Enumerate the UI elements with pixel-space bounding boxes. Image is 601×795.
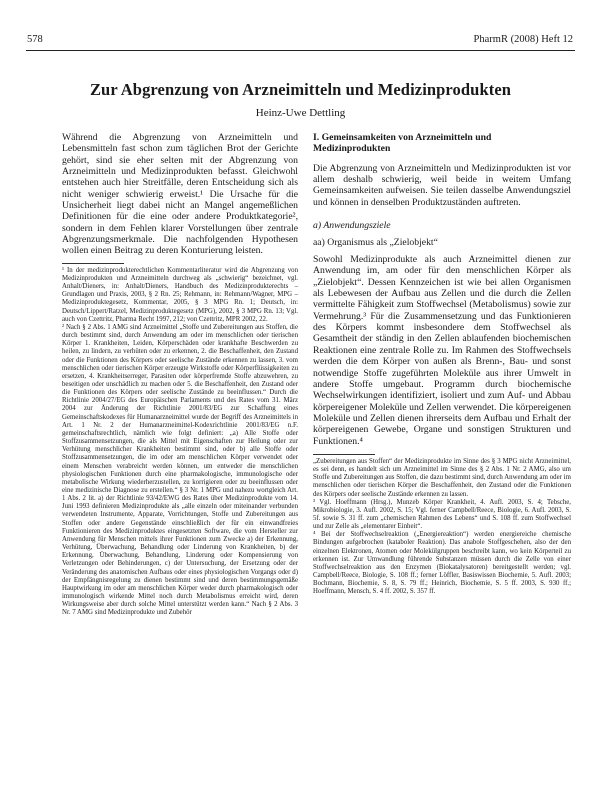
body-paragraph: Sowohl Medizinprodukte als auch Arzneimittel dienen zur Anwendung im, am oder für den menschlichen Körper als „Zielobjekt“. Dessen Kennzeichen ist wie bei allen Organismen als Lebewesen der Aufbau aus Zellen und die durch die Zellen vermittelte Fähigkeit zum Stoffwechsel (Metabolismus) sowie zur Vermehrung.³ Für die Zusammensetzung und das Funktionieren des Körpers kommt insbesondere dem Stoffwechsel als Gesamtheit der ständig in den Zellen ablaufenden biochemischen Reaktionen eine zentrale Rolle zu. Im Rahmen des Stoffwechsels werden die dem Körper von außen als Brenn-, Bau- und sonst notwendige Stoffe zugeführten Moleküle aus ihrer Umwelt in andere Stoffe umgebaut. Programm durch biochemische Wechselwirkungen identifiziert, isoliert und zum Auf- und Abbau körpereigener Moleküle und Zellen verwendet. Die körpereigenen Moleküle und Zellen dienen ihrerseits dem Aufbau und Erhalt der körpereigenen Gewebe, Organe und sonstigen Strukturen und Funktionen.⁴	[313, 254, 571, 447]
article-title: Zur Abgrenzung von Arzneimitteln und Medizinprodukten	[89, 80, 512, 99]
subsection-heading-a: a) Anwendungsziele	[313, 220, 391, 232]
footnote-1: ¹ In der medizinprodukterechtlichen Kommentarliteratur wird die Abgrenzung von Medizinprodukten und Arzneimitteln durchweg als „schwierig“ bezeichnet, vgl. Anhalt/Dieners, in: Anhalt/Dieners, Handbuch des Medizinprodukterechts – Grundlagen und Praxis, 2003, § 2 Rn. 25; Rehmann, in: Rehmann/Wagner, MPG – Medizinproduktegesetz, Kommentar, 2005, § 3 MPG Rn. 1; Deutsch, in: Deutsch/Lippert/Ratzel, Medizinproduktegesetz (MPG), 2002, § 3 MPG Rn. 13; Vgl. auch von Czettritz, Pharma Recht 1997, 212; von Czettritz, MPR 2002, 22.	[62, 266, 298, 323]
right-column	[313, 132, 571, 597]
article-author: Heinz-Uwe Dettling	[255, 107, 346, 119]
intro-paragraph: Während die Abgrenzung von Arzneimitteln und Lebensmitteln fast schon zum täglichen Brot der Gerichte gehört, sind sie eher selten mit der Abgrenzung von Arzneimitteln und Medizinprodukten befasst. Gleichwohl entstehen auch hier Streitfälle, deren Entscheidung sich als nicht weniger schwierig erweist.¹ Die Ursache für die Unsicherheit liegt dabei nicht an Mangel angemeßlichen Definitionen für die eine oder andere Produktkategorie², sondern in dem Fehlen klarer Vorstellungen über zentrale Abgrenzungsmerkmale. Die nachfolgenden Hypothesen wollen einen Beitrag zu deren Konturierung leisten.	[62, 132, 298, 257]
footnote-2: ² Nach § 2 Abs. 1 AMG sind Arzneimittel „Stoffe und Zubereitungen aus Stoffen, die durch bestimmt sind, durch Anwendung am oder im menschlichen oder tierischen Körper 1. Krankheiten, Leiden, Körperschäden oder krankhafte Beschwerden zu heilen, zu lindern, zu verhüten oder zu erkennen, 2. die Beschaffenheit, den Zustand oder die Funktionen des Körpers oder seelische Zustände erkennen zu lassen, 3. vom menschlichen oder tierischen Körper erzeugte Wirkstoffe oder Körperflüssigkeiten zu ersetzen, 4. Krankheitserreger, Parasiten oder körperfremde Stoffe abzuwehren, zu beseitigen oder unschädlich zu machen oder 5. die Beschaffenheit, den Zustand oder die Funktionen des Körpers oder seelische Zustände zu beeinflussen.“ Durch die Richtlinie 2004/27/EG des Europäischen Parlaments und des Rates vom 31. März 2004 zur Änderung der Richtlinie 2001/83/EG zur Schaffung eines Gemeinschaftskodexes für Humanarzneimittel wurde der Begriff des Arzneimittels in Art. 1 Nr. 2 der Humanarzneimittel-Kodexrichtlinie 2001/83/EG n.F. gemeinschaftsrechtlich, nämlich wie folgt definiert: „a) Alle Stoffe oder Stoffzusammensetzungen, die als Mittel mit Eigenschaften zur Heilung oder zur Verhütung menschlicher Krankheiten bestimmt sind, oder b) alle Stoffe oder Stoffzusammensetzungen, die im oder am menschlichen Körper verwendet oder einem Menschen verabreicht werden können, um entweder die menschlichen physiologischen Funktionen durch eine pharmakologische, immunologische oder metabolische Wirkung wiederherzustellen, zu korrigieren oder zu beeinflussen oder eine medizinische Diagnose zu erstellen.“ § 3 Nr. 1 MPG und nahezu wortgleich Art. 1 Abs. 2 lit. a) der Richtlinie 93/42/EWG des Rates über Medizinprodukte vom 14. Juni 1993 definieren Medizinprodukte als „alle einzeln oder miteinander verbunden verwendeten Instrumente, Apparate, Vorrichtungen, Stoffe und Zubereitungen aus Stoffen oder andere Gegenstände einschließlich der für ein einwandfreies Funktionieren des Medizinproduktes eingesetzten Software, die vom Hersteller zur Anwendung für Menschen mittels ihrer Funktionen zum Zwecke a) der Erkennung, Verhütung, Überwachung, Behandlung oder Linderung von Krankheiten, b) der Erkennung, Überwachung, Behandlung, Linderung oder Kompensierung von Verletzungen oder Behinderungen, c) der Untersuchung, der Ersetzung oder der Veränderung des anatomischen Aufbaus oder eines physiologischen Vorgangs oder d) der Empfängnisregelung zu dienen bestimmt sind und deren bestimmungsgemäße Hauptwirkung im oder am menschlichen Körper weder durch pharmakologisch oder immunologisch wirkende Mittel noch durch Metabolismus erreicht wird, deren Wirkungsweise aber durch solche Mittel unterstützt werden kann.“ Nach § 2 Abs. 3 Nr. 7 AMG sind Medizinprodukte und Zubehör	[62, 323, 298, 617]
footnote-3: ³ Vgl. Hoeffmann (Hrsg.), Munzeb Körper Krankheit, 4. Aufl. 2003, S. 4; Tebsche, Mikrobiologie, 3. Aufl. 2002, S. 15; Vgl. ferner Campbell/Reece, Biologie, 6. Aufl. 2003, S. 5f. sowie S. 31 ff. zum „chemischen Rahmen des Lebens“ und S. 108 ff. zum Stoffwechsel und zur Zelle als „elementarer Einheit“.	[313, 498, 571, 531]
section-intro-paragraph: Die Abgrenzung von Arzneimitteln und Medizinprodukten ist vor allem deshalb schwierig, weil beide in weitem Umfang Gemeinsamkeiten aufweisen. Sie teilen dasselbe Anwendungsziel und können in denselben Produktzuständen auftreten.	[313, 162, 571, 208]
journal-reference: PharmR (2008) Heft 12	[473, 34, 573, 45]
footnote-rule-right	[313, 454, 375, 455]
subsection-heading-aa: aa) Organismus als „Zielobjekt“	[313, 237, 438, 249]
footnote-rule	[62, 263, 124, 264]
footnote-2-continuation: „Zubereitungen aus Stoffen“ der Medizinprodukte im Sinne des § 3 MPG nicht Arzneimittel, es sei denn, es handelt sich um Arzneimittel im Sinne des § 2 Abs. 1 Nr. 2 AMG, also um Stoffe und Zubereitungen aus Stoffen, die dazu bestimmt sind, durch Anwendung am oder im menschlichen oder tierischen Körper die Beschaffenheit, den Zustand oder die Funktionen des Körpers oder seelische Zustände erkennen zu lassen.	[313, 457, 571, 498]
page-number: 578	[27, 34, 43, 45]
header-rule	[26, 50, 575, 51]
section-heading: I. Gemeinsamkeiten von Arzneimitteln und Medizinprodukten	[313, 132, 492, 155]
footnote-4: ⁴ Bei der Stoffwechselreaktion („Energiereaktion“) werden energiereiche chemische Bindungen aufgebrochen (kataboler Reaktion). Das anabole Stoffgeschehen, also der den einzelnen Elektronen, Atomen oder Molekülgruppen beschreibt kann, wo kein Körperteil zu erkennen ist. Zur Umwandlung führende Substanzen müssen durch die Zelle von einer Stoffwechselreaktion aus den Enzymen (Biokatalysatoren) bereitgestellt werden; vgl. Campbell/Reece, Biologie, S. 108 ff.; ferner Löffler, Basiswissen Biochemie, 5. Aufl. 2003; Bochmann, Biochemie, S. 8, S. 79 ff.; Heinrich, Biochemie, S. 5 ff. 2003, S. 930 ff.; Hoeffmann, Mensch, S. 4 ff. 2002, S. 357 ff.	[313, 531, 571, 596]
left-column	[62, 132, 298, 618]
